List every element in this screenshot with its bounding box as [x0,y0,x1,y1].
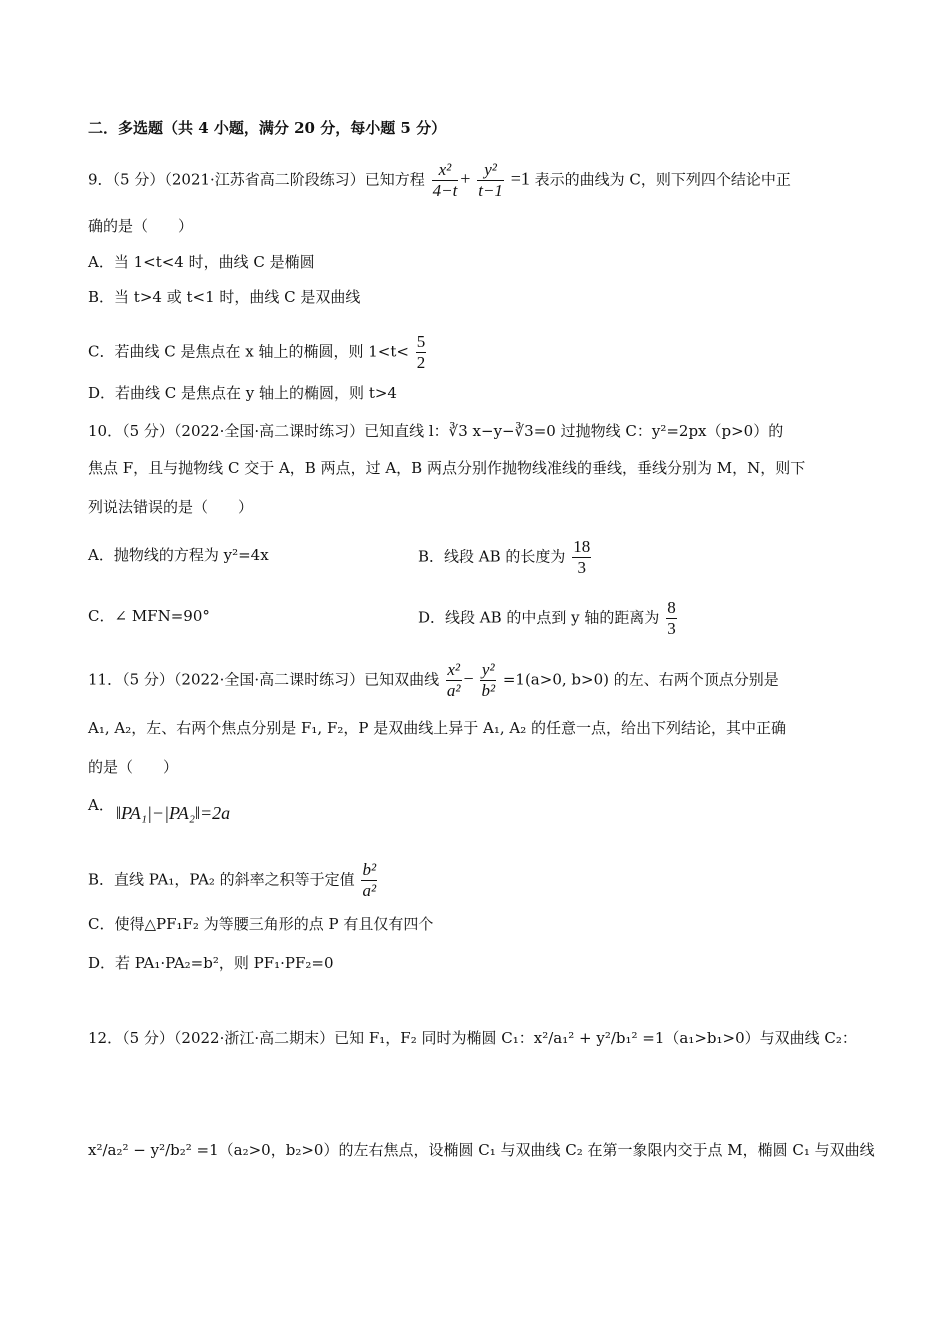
q11-option-d: D．若 PA₁·PA₂=b²，则 PF₁·PF₂=0 [88,954,334,972]
q9-fraction-1: $\frac{\text{x²}}{4-t}$ [432,160,458,200]
q11-stem-line2: A₁, A₂，左、右两个焦点分别是 F₁, F₂，P 是双曲线上异于 A₁, A₂ 的任意一点，给出下列结论，其中正确 [88,719,787,737]
q11-option-a-label: A． [88,796,114,814]
section-title: 二．多选题（共 4 小题，满分 20 分，每小题 5 分） [88,119,447,137]
q9-option-c-fraction: $\frac{5}{2}$ [416,332,426,372]
q11-fraction-2: $\frac{\text{y²}}{\text{b²}}$ [481,660,496,700]
q10-option-d: D．线段 AB 的中点到 y 轴的距离为 $\frac{8}{3}$ [418,598,676,638]
q11-option-b-fraction: $\frac{\text{b²}}{\text{a²}}$ [362,860,377,900]
q9-fraction-2: $\frac{\text{y²}}{t-1}$ [478,160,503,200]
q12-stem-line2: x²/a₂² − y²/b₂² =1（a₂>0，b₂>0）的左右焦点，设椭圆 C₁ 与双曲线 C₂ 在第一象限内交于点 M，椭圆 C₁ 与双曲线 [88,1141,875,1159]
q10-option-a: A．抛物线的方程为 y²=4x [88,546,269,564]
q10-stem-line1: 10．（5 分）（2022·全国·高二课时练习）已知直线 l：∛3 x−y−∛3=0 过抛物线 C：y²=2px（p>0）的 [88,422,784,440]
q9-tail: 表示的曲线为 C，则下列四个结论中正 [534,170,791,189]
q9-stem-cont: 确的是（ ） [88,217,194,235]
q10-option-d-fraction: $\frac{8}{3}$ [667,598,676,638]
q10-option-b-fraction: $\frac{18}{3}$ [573,537,591,577]
q10-option-b: B．线段 AB 的长度为 $\frac{18}{3}$ [418,537,591,577]
q9-option-c: C．若曲线 C 是焦点在 x 轴上的椭圆，则 1<t< $\frac{5}{2}$ [88,332,426,372]
q11-option-c: C．使得△PF₁F₂ 为等腰三角形的点 P 有且仅有四个 [88,915,434,933]
q11-stem-line3: 的是（ ） [88,758,179,776]
q11-fraction-1: $\frac{\text{x²}}{\text{a²}}$ [446,660,461,700]
question-9-stem: 9．（5 分）（2021·江苏省高二阶段练习）已知方程 $\frac{\text{x²}}{4-t}$ + $\frac{\text{y²}}{t-1}$ =1 表示的曲线为 C，则下列四个结论中正 [88,160,791,200]
q11-stem-line1: 11．（5 分）（2022·全国·高二课时练习）已知双曲线 $\frac{\text{x²}}{\text{a²}}$ − $\frac{\text{y²}}{\text{b²}}$ =1(a>0, b>0) 的左、右两个顶点分别是 [88,660,779,700]
q10-option-c: C．∠ MFN=90° [88,607,210,625]
q12-stem-line1: 12．（5 分）（2022·浙江·高二期末）已知 F₁，F₂ 同时为椭圆 C₁：x²/a₁² + y²/b₁² =1（a₁>b₁>0）与双曲线 C₂： [88,1029,857,1047]
q9-lead: 9．（5 分）（2021·江苏省高二阶段练习）已知方程 [88,170,425,189]
q9-option-b: B．当 t>4 或 t<1 时，曲线 C 是双曲线 [88,288,361,306]
q9-option-a: A．当 1<t<4 时，曲线 C 是椭圆 [88,253,315,271]
q9-option-d: D．若曲线 C 是焦点在 y 轴上的椭圆，则 t>4 [88,384,397,402]
q11-option-a-expr: ‖PA₁|−|PA₂‖=2a [116,803,231,823]
q10-stem-line2: 焦点 F，且与抛物线 C 交于 A，B 两点，过 A，B 两点分别作抛物线准线的垂线，垂线分别为 M，N，则下 [88,459,806,477]
q10-stem-line3: 列说法错误的是（ ） [88,498,254,516]
q11-option-b: B．直线 PA₁，PA₂ 的斜率之积等于定值 $\frac{\text{b²}}{\text{a²}}$ [88,860,377,900]
